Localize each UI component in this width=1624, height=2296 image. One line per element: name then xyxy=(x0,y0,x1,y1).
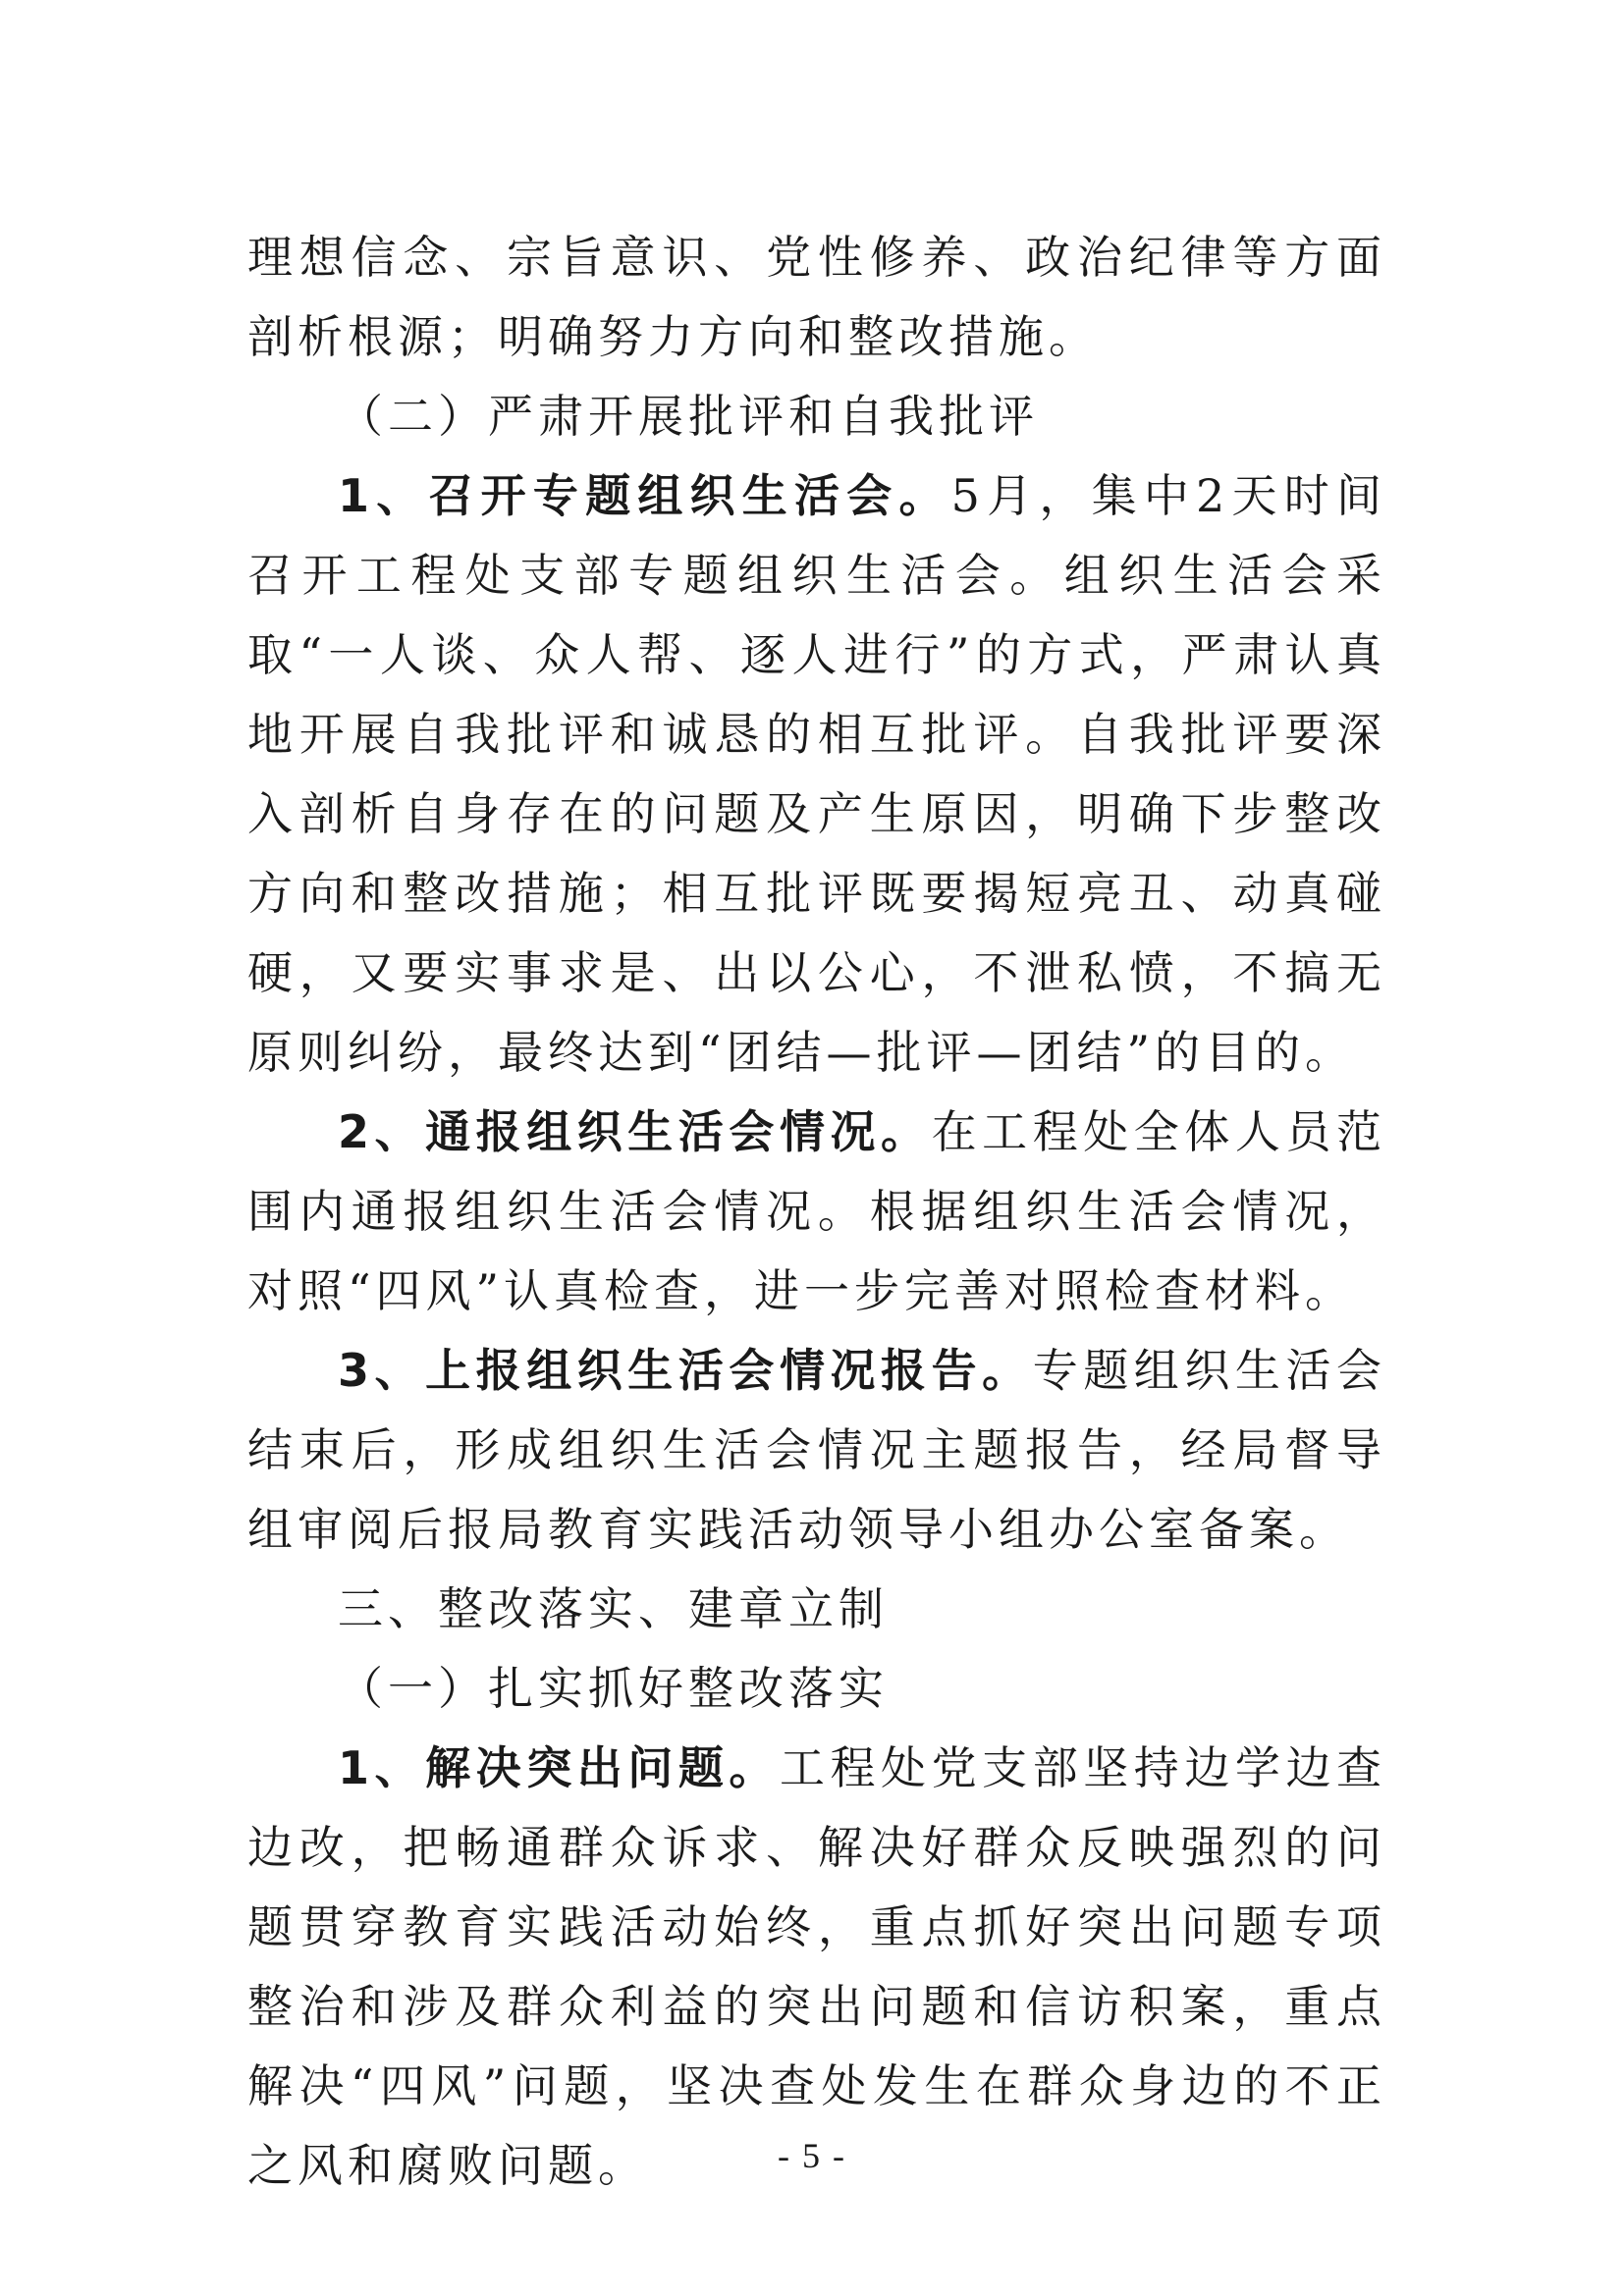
paragraph-4 xyxy=(247,1093,1386,1331)
paragraph-5 xyxy=(247,1331,1386,1570)
paragraph-8-text: 工程处党支部坚持边学边查边改，把畅通群众诉求、解决好群众反映强烈的问题贯穿教育实践活动始终，重点抓好突出问题专项整治和涉及群众利益的突出问题和信访积案，重点解决“四风”问题，坚决查处发生在群众身边的不正之风和腐败问题。 xyxy=(247,1741,1386,2192)
paragraph-6-text: 三、整改落实、建章立制 xyxy=(338,1582,889,1635)
paragraph-1 xyxy=(247,218,1386,377)
page-number: - 5 - xyxy=(778,2136,846,2175)
document-body xyxy=(247,218,1386,2206)
paragraph-5-text: 专题组织生活会结束后，形成组织生活会情况主题报告，经局督导组审阅后报局教育实践活动领导小组办公室备案。 xyxy=(247,1344,1386,1556)
section-heading-2 xyxy=(247,377,1386,456)
paragraph-4-text: 在工程处全体人员范围内通报组织生活会情况。根据组织生活会情况，对照“四风”认真检查，进一步完善对照检查材料。 xyxy=(247,1105,1387,1317)
paragraph-3-text: 5月，集中2天时间召开工程处支部专题组织生活会。组织生活会采取“一人谈、众人帮、逐人进行”的方式，严肃认真地开展自我批评和诚恳的相互批评。自我批评要深入剖析自身存在的问题及产生原因，明确下步整改方向和整改措施；相互批评既要揭短亮丑、动真碰硬，又要实事求是、出以公心，不泄私愤，不搞无原则纠纷，最终达到“团结—批评—团结”的目的。 xyxy=(247,469,1386,1079)
paragraph-3 xyxy=(247,456,1386,1093)
paragraph-7-text: （一）扎实抓好整改落实 xyxy=(338,1662,889,1715)
paragraph-5-heading: 3、上报组织生活会情况报告。 xyxy=(338,1344,1033,1397)
section-heading-3-1 xyxy=(247,1649,1386,1729)
section-heading-3 xyxy=(247,1570,1386,1649)
paragraph-3-heading: 1、召开专题组织生活会。 xyxy=(338,469,951,522)
paragraph-2-text: （二）严肃开展批评和自我批评 xyxy=(338,390,1039,443)
paragraph-8-heading: 1、解决突出问题。 xyxy=(338,1741,780,1794)
paragraph-4-heading: 2、通报组织生活会情况。 xyxy=(338,1105,932,1158)
paragraph-1-text: 理想信念、宗旨意识、党性修养、政治纪律等方面剖析根源；明确努力方向和整改措施。 xyxy=(247,231,1386,363)
